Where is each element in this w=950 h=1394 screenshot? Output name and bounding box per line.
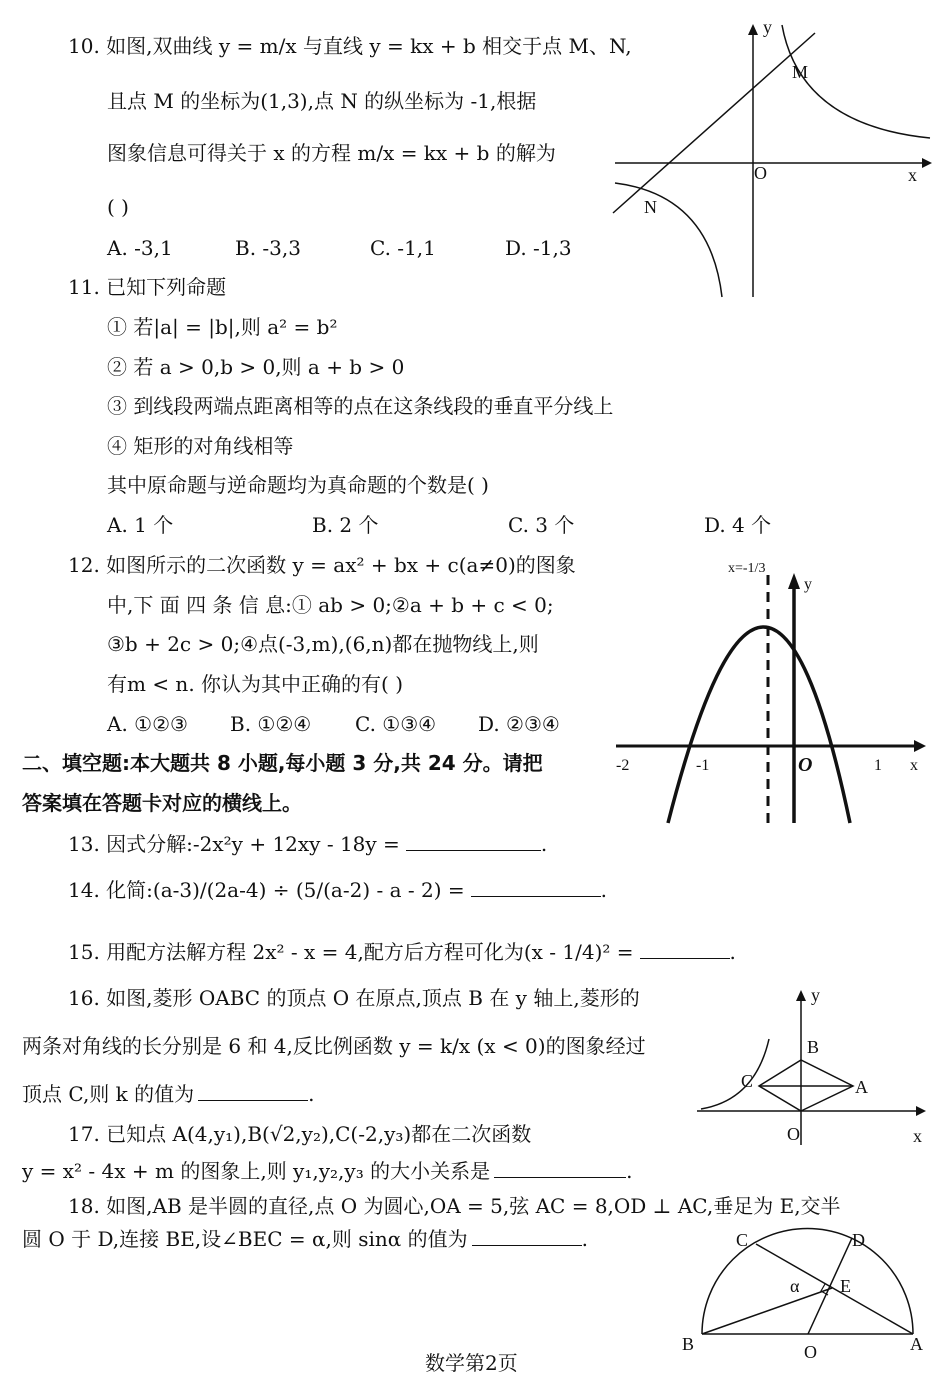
q18-label-alpha: α xyxy=(790,1276,800,1296)
q16-line3: 顶点 C,则 k 的值为 xyxy=(22,1082,195,1106)
page-footer: 数学第2页 xyxy=(425,1351,518,1375)
q16-line2: 两条对角线的长分别是 6 和 4,反比例函数 y = k/x (x < 0)的图象经过 xyxy=(22,1034,646,1058)
q17-line2-wrap xyxy=(22,1157,632,1184)
q12-figure xyxy=(608,545,933,830)
q10-line xyxy=(613,33,815,213)
section2-line2: 答案填在答题卡对应的横线上。 xyxy=(22,791,302,815)
section2-line1: 二、填空题:本大题共 8 小题,每小题 3 分,共 24 分。请把 xyxy=(22,751,543,775)
q15-answer-blank[interactable] xyxy=(640,938,730,959)
q11-option-d: D. 4 个 xyxy=(704,513,772,537)
q10-hyperbola-lower xyxy=(615,183,722,297)
q18-chord-ac xyxy=(756,1244,913,1334)
q10-y-arrow xyxy=(748,24,758,35)
q18-label-c: C xyxy=(736,1230,749,1250)
q18-answer-blank[interactable] xyxy=(472,1225,582,1246)
q15-line xyxy=(68,938,736,965)
q12-label-y: y xyxy=(804,576,812,593)
q18-label-a: A xyxy=(910,1334,923,1354)
q12-tick-neg2: -2 xyxy=(616,757,630,774)
q12-line4: 有m < n. 你认为其中正确的有( ) xyxy=(107,672,403,696)
q10-option-d: D. -1,3 xyxy=(505,236,572,260)
q11-option-b: B. 2 个 xyxy=(312,513,379,537)
q10-option-b: B. -3,3 xyxy=(235,236,301,260)
q10-line1: 10. 如图,双曲线 y = m/x 与直线 y = kx + b 相交于点 M、N, xyxy=(68,34,632,58)
q18-label-d: D xyxy=(852,1230,865,1250)
q11-item-1: ① 若|a| = |b|,则 a² = b² xyxy=(107,315,338,339)
q17-line1: 17. 已知点 A(4,y₁),B(√2,y₂),C(-2,y₃)都在二次函数 xyxy=(68,1122,532,1146)
q10-x-arrow xyxy=(922,158,932,168)
q16-label-c: C xyxy=(741,1071,754,1091)
q11-item-2: ② 若 a > 0,b > 0,则 a + b > 0 xyxy=(107,355,405,379)
q18-label-e: E xyxy=(840,1276,851,1296)
q12-label-x: x xyxy=(910,757,918,774)
q16-figure xyxy=(695,985,935,1150)
q18-line2-wrap xyxy=(22,1225,588,1252)
q16-line1: 16. 如图,菱形 OABC 的顶点 O 在原点,顶点 B 在 y 轴上,菱形的 xyxy=(68,986,640,1010)
q15-end: . xyxy=(729,940,736,964)
q18-label-b: B xyxy=(682,1334,695,1354)
q10-line3: 图象信息可得关于 x 的方程 m/x = kx + b 的解为 xyxy=(107,141,556,165)
q18-end: . xyxy=(581,1227,588,1251)
q13-end: . xyxy=(540,832,548,856)
q18-be xyxy=(702,1288,832,1334)
q10-label-n: N xyxy=(644,197,657,217)
q10-label-o: O xyxy=(754,163,767,183)
q16-y-arrow xyxy=(796,990,806,1001)
q18-line2: 圆 O 于 D,连接 BE,设∠BEC = α,则 sinα 的值为 xyxy=(22,1227,468,1251)
q13-text: 13. 因式分解:-2x²y + 12xy - 18y = xyxy=(68,832,400,856)
q10-line2: 且点 M 的坐标为(1,3),点 N 的纵坐标为 -1,根据 xyxy=(107,89,537,113)
q16-answer-blank[interactable] xyxy=(198,1080,308,1101)
q10-paren: ( ) xyxy=(107,195,129,219)
q10-label-x: x xyxy=(908,165,917,185)
q16-hyperbola xyxy=(701,1039,769,1109)
q12-tick-o: O xyxy=(798,754,813,776)
q12-axis-label: x=-1/3 xyxy=(728,561,766,576)
q11-option-a: A. 1 个 xyxy=(107,513,174,537)
q11-item-3: ③ 到线段两端点距离相等的点在这条线段的垂直平分线上 xyxy=(107,394,614,418)
q16-x-arrow xyxy=(916,1106,926,1116)
q12-line1: 12. 如图所示的二次函数 y = ax² + bx + c(a≠0)的图象 xyxy=(68,553,576,577)
q12-x-arrow xyxy=(914,740,926,752)
q17-answer-blank[interactable] xyxy=(494,1157,626,1178)
q11-item-4: ④ 矩形的对角线相等 xyxy=(107,434,294,458)
q12-line3: ③b + 2c > 0;④点(-3,m),(6,n)都在抛物线上,则 xyxy=(107,632,539,656)
q16-end: . xyxy=(308,1082,315,1106)
q18-figure xyxy=(678,1226,938,1364)
q12-tick-neg1: -1 xyxy=(696,757,710,774)
q11-option-c: C. 3 个 xyxy=(508,513,575,537)
q10-option-c: C. -1,1 xyxy=(370,236,436,260)
q10-option-a: A. -3,1 xyxy=(107,236,173,260)
q16-label-o: O xyxy=(787,1124,800,1144)
q14-answer-blank[interactable] xyxy=(471,876,601,897)
q16-label-b: B xyxy=(807,1037,820,1057)
q12-option-a: A. ①②③ xyxy=(107,712,188,736)
q18-semicircle xyxy=(702,1229,913,1335)
q12-line2: 中,下 面 四 条 信 息:① ab > 0;②a + b + c < 0; xyxy=(107,593,554,617)
q11-stem: 11. 已知下列命题 xyxy=(68,275,227,299)
q10-figure xyxy=(610,15,940,300)
q17-end: . xyxy=(626,1159,633,1183)
q12-option-c: C. ①③④ xyxy=(355,712,437,736)
q18-label-o: O xyxy=(804,1342,817,1362)
q12-option-b: B. ①②④ xyxy=(230,712,312,736)
q11-question: 其中原命题与逆命题均为真命题的个数是( ) xyxy=(107,473,489,497)
q16-label-a: A xyxy=(855,1077,868,1097)
q15-text: 15. 用配方法解方程 2x² - x = 4,配方后方程可化为(x - 1/4)² = xyxy=(68,940,634,964)
q14-end: . xyxy=(600,878,608,902)
q14-line xyxy=(68,876,607,903)
q10-label-m: M xyxy=(792,62,809,82)
q18-line1: 18. 如图,AB 是半圆的直径,点 O 为圆心,OA = 5,弦 AC = 8,OD ⊥ AC,垂足为 E,交半 xyxy=(68,1194,841,1218)
q13-line xyxy=(68,830,547,857)
q14-text: 14. 化简:(a-3)/(2a-4) ÷ (5/(a-2) - a - 2) = xyxy=(68,878,465,902)
q16-line3-wrap xyxy=(22,1080,315,1107)
q16-label-y: y xyxy=(811,985,820,1005)
q17-line2: y = x² - 4x + m 的图象上,则 y₁,y₂,y₃ 的大小关系是 xyxy=(22,1159,491,1183)
q12-y-arrow xyxy=(788,573,800,589)
q13-answer-blank[interactable] xyxy=(406,830,541,851)
q12-option-d: D. ②③④ xyxy=(478,712,560,736)
q12-tick-1: 1 xyxy=(874,757,882,774)
q12-parabola xyxy=(668,627,850,823)
q10-label-y: y xyxy=(763,17,772,37)
q16-label-x: x xyxy=(913,1126,922,1146)
